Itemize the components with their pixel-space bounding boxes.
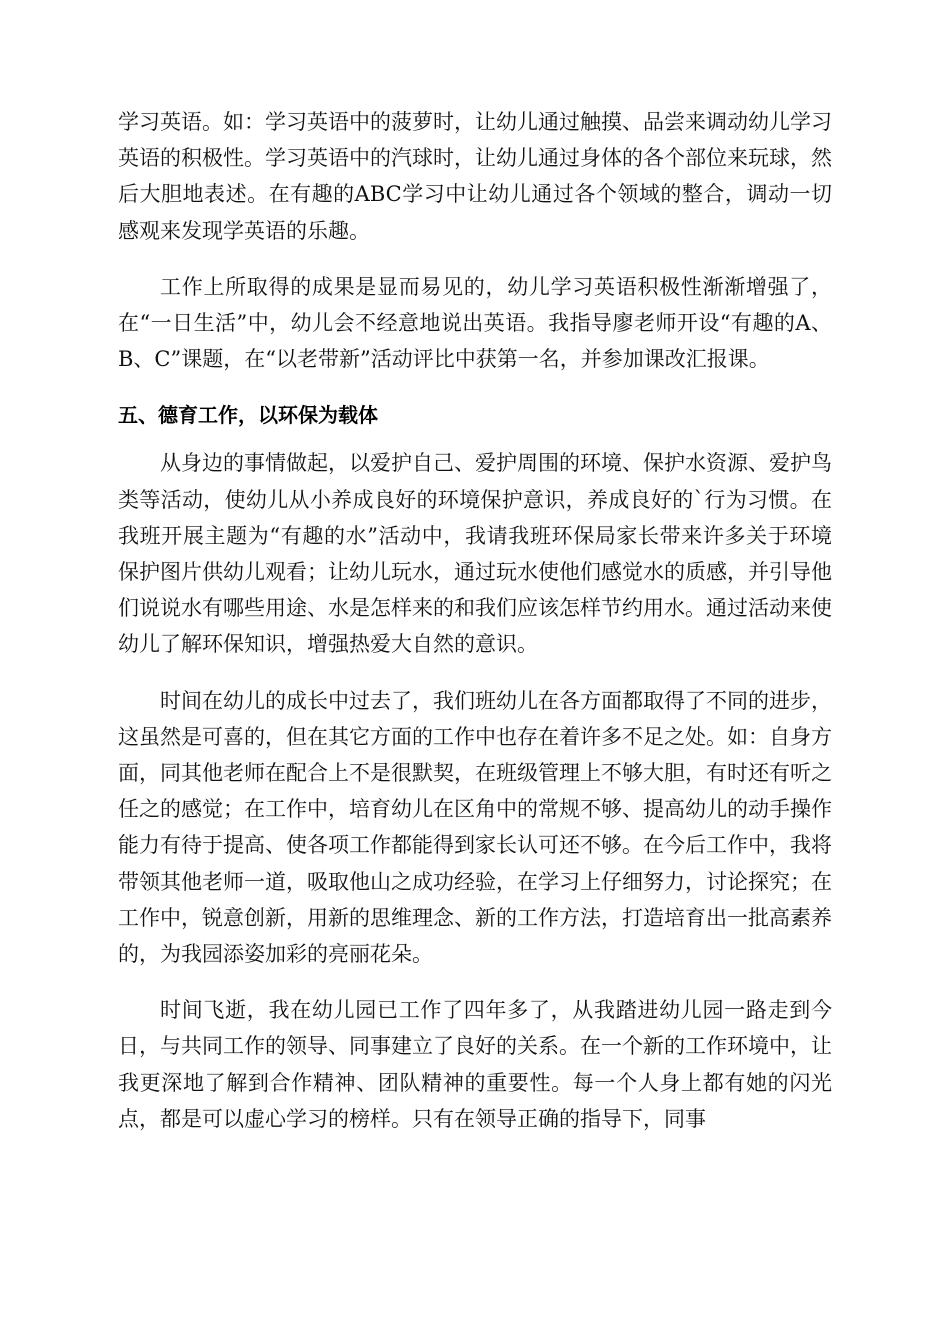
paragraph-continuation: 学习英语。如：学习英语中的菠萝时，让幼儿通过触摸、品尝来调动幼儿学习英语的积极性。学习英语中的汽球时，让幼儿通过身体的各个部位来玩球，然后大胆地表述。在有趣的ABC学习中让幼儿通过各个领域的整合，调动一切感观来发现学英语的乐趣。 [118, 110, 832, 243]
paragraph-teamwork: 时间飞逝，我在幼儿园已工作了四年多了，从我踏进幼儿园一路走到今日，与共同工作的领导、同事建立了良好的关系。在一个新的工作环境中，让我更深地了解到合作精神、团队精神的重要性。每一个人身上都有她的闪光点，都是可以虚心学习的榜样。只有在领导正确的指导下，同事 [118, 998, 832, 1131]
paragraph-environment: 从身边的事情做起，以爱护自己、爱护周围的环境、保护水资源、爱护鸟类等活动，使幼儿从小养成良好的环境保护意识，养成良好的`行为习惯。在我班开展主题为“有趣的水”活动中，我请我班环保局家长带来许多关于环境保护图片供幼儿观看；让幼儿玩水，通过玩水使他们感觉水的质感，并引导他们说说水有哪些用途、水是怎样来的和我们应该怎样节约用水。通过活动来使幼儿了解环保知识，增强热爱大自然的意识。 [118, 451, 832, 657]
document-body [118, 104, 832, 1157]
paragraph-reflection: 时间在幼儿的成长中过去了，我们班幼儿在各方面都取得了不同的进步，这虽然是可喜的，但在其它方面的工作中也存在着许多不足之处。如：自身方面，同其他老师在配合上不是很默契，在班级管理上不够大胆，有时还有听之任之的感觉；在工作中，培育幼儿在区角中的常规不够、提高幼儿的动手操作能力有待于提高、使各项工作都能得到家长认可还不够。在今后工作中，我将带领其他老师一道，吸取他山之成功经验，在学习上仔细努力，讨论探究；在工作中，锐意创新，用新的思维理念、新的工作方法，打造培育出一批高素养的，为我园添姿加彩的亮丽花朵。 [118, 688, 832, 967]
paragraph-results: 工作上所取得的成果是显而易见的，幼儿学习英语积极性渐渐增强了，在“一日生活”中，幼儿会不经意地说出英语。我指导廖老师开设“有趣的A、B、C”课题，在“以老带新”活动评比中获第一名，并参加课改汇报课。 [118, 274, 832, 372]
section-heading: 五、德育工作，以环保为载体 [118, 403, 378, 428]
